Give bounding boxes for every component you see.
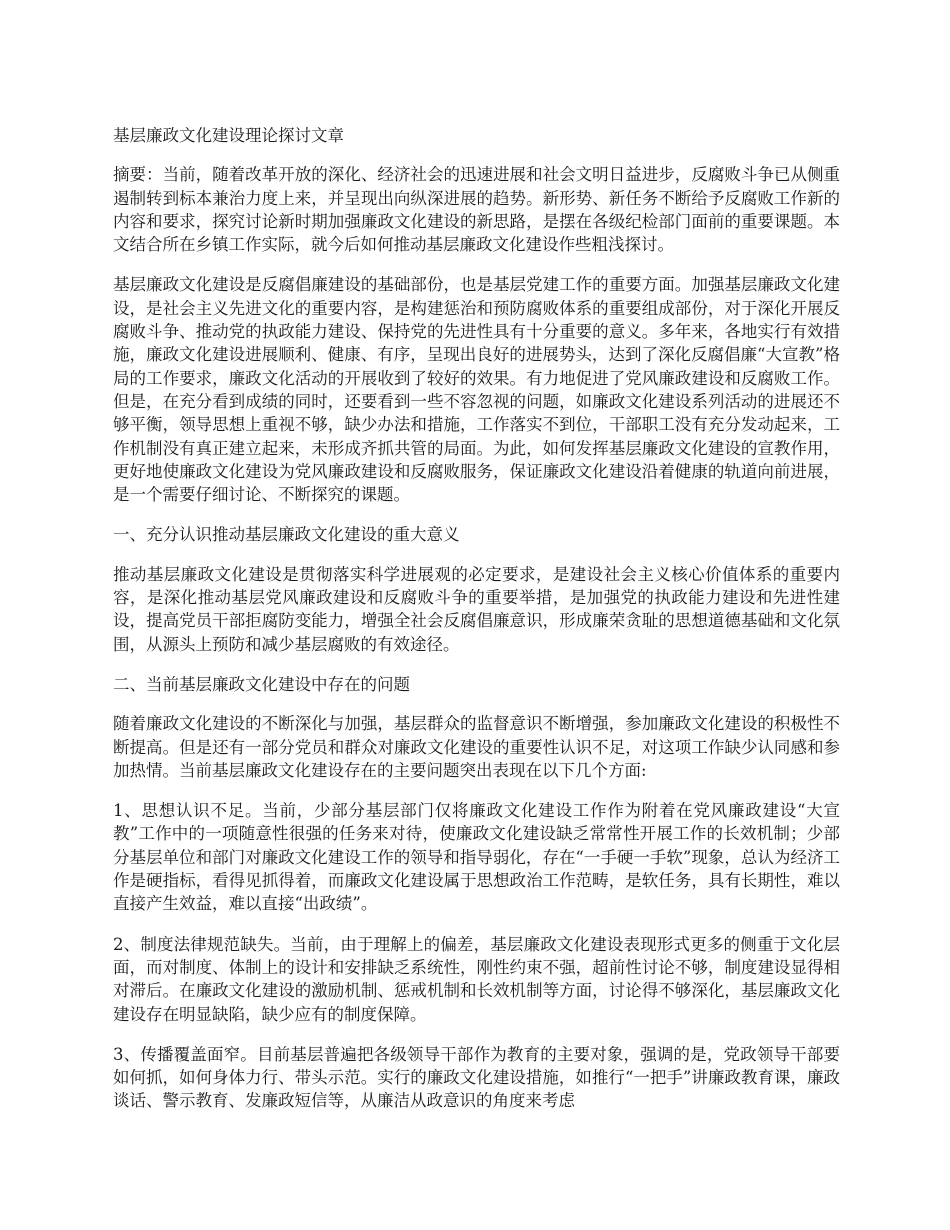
abstract-paragraph: 摘要：当前，随着改革开放的深化、经济社会的迅速进展和社会文明日益进步，反腐败斗争已从侧重遏制转到标本兼治力度上来，并呈现出向纵深进展的趋势。新形势、新任务不断给予反腐败工作新的内容和要求，探究讨论新时期加强廉政文化建设的新思路，是摆在各级纪检部门面前的重要课题。本文结合所在乡镇工作实际，就今后如何推动基层廉政文化建设作些粗浅探讨。 [113,165,840,255]
intro-paragraph: 基层廉政文化建设是反腐倡廉建设的基础部份，也是基层党建工作的重要方面。加强基层廉政文化建设，是社会主义先进文化的重要内容，是构建惩治和预防腐败体系的重要组成部份，对于深化开展反腐败斗争、推动党的执政能力建设、保持党的先进性具有十分重要的意义。多年来，各地实行有效措施，廉政文化建设进展顺利、健康、有序，呈现出良好的进展势头，达到了深化反腐倡廉“大宣教”格局的工作要求，廉政文化活动的开展收到了较好的效果。有力地促进了党风廉政建设和反腐败工作。但是，在充分看到成绩的同时，还要看到一些不容忽视的问题，如廉政文化建设系列活动的进展还不够平衡，领导思想上重视不够，缺少办法和措施，工作落实不到位，干部职工没有充分发动起来，工作机制没有真正建立起来，未形成齐抓共管的局面。为此，如何发挥基层廉政文化建设的宣教作用，更好地使廉政文化建设为党风廉政建设和反腐败服务，保证廉政文化建设沿着健康的轨道向前进展，是一个需要仔细讨论、不断探究的课题。 [113,275,840,505]
section-heading-1: 一、充分认识推动基层廉政文化建设的重大意义 [113,525,460,545]
point-3-paragraph: 3、传播覆盖面窄。目前基层普遍把各级领导干部作为教育的主要对象，强调的是，党政领导干部要如何抓，如何身体力行、带头示范。实行的廉政文化建设措施，如推行“一把手”讲廉政教育课，廉政谈话、警示教育、发廉政短信等，从廉洁从政意识的角度来考虑 [113,1044,840,1111]
point-1-paragraph: 1、思想认识不足。当前，少部分基层部门仅将廉政文化建设工作作为附着在党风廉政建设“大宣教”工作中的一项随意性很强的任务来对待，使廉政文化建设缺乏常常性开展工作的长效机制；少部分基层单位和部门对廉政文化建设工作的领导和指导弱化，存在“一手硬一手软”现象，总认为经济工作是硬指标，看得见抓得着，而廉政文化建设属于思想政治工作范畴，是软任务，具有长期性，难以直接产生效益，难以直接“出政绩”。 [113,801,840,914]
section2-intro-paragraph: 随着廉政文化建设的不断深化与加强，基层群众的监督意识不断增强，参加廉政文化建设的积极性不断提高。但是还有一部分党员和群众对廉政文化建设的重要性认识不足，对这项工作缺少认同感和参加热情。当前基层廉政文化建设存在的主要问题突出表现在以下几个方面: [113,714,840,780]
section1-paragraph: 推动基层廉政文化建设是贯彻落实科学进展观的必定要求，是建设社会主义核心价值体系的重要内容，是深化推动基层党风廉政建设和反腐败斗争的重要举措，是加强党的执政能力建设和先进性建设，提高党员干部拒腐防变能力，增强全社会反腐倡廉意识，形成廉荣贪耻的思想道德基础和文化氛围，从源头上预防和减少基层腐败的有效途径。 [113,564,840,654]
document-title: 基层廉政文化建设理论探讨文章 [113,126,344,145]
document-page [113,124,840,1130]
section-heading-2: 二、当前基层廉政文化建设中存在的问题 [113,674,410,694]
point-2-paragraph: 2、制度法律规范缺失。当前，由于理解上的偏差，基层廉政文化建设表现形式更多的侧重于文化层面，而对制度、体制上的设计和安排缺乏系统性，刚性约束不强，超前性讨论不够，制度建设显得相对滞后。在廉政文化建设的激励机制、惩戒机制和长效机制等方面，讨论得不够深化，基层廉政文化建设存在明显缺陷，缺少应有的制度保障。 [113,934,840,1024]
